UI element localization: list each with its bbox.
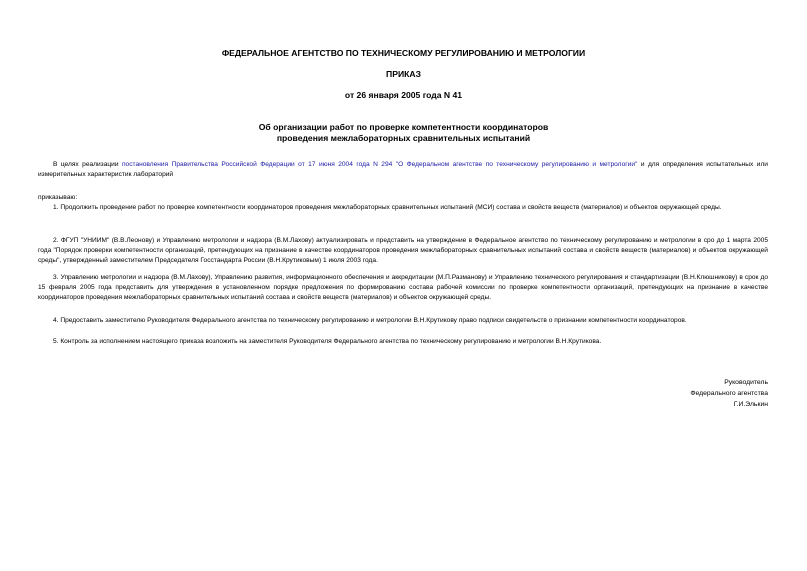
signature-organization: Федерального агентства — [690, 390, 768, 397]
order-item-2-text: 2. ФГУП "УНИИМ" (В.В.Леонову) и Управлению метрологии и надзора (В.М.Лахову) актуализировать и представить на утверждение в Федеральное агентство по техническому регулированию и метрологии в сро до 1 марта 2005 года "Порядок проверки компетентности организаций, претендующих на признание в качестве координаторов проведения межлабораторных сравнительных испытаний состава и свойств веществ (материалов) и объектов окружающей среды", утвержденный заместителем Председателя Госстандарта России (В.Н.Крутиковым) 1 июля 2003 года. — [38, 237, 768, 264]
signature-block — [568, 377, 768, 410]
order-item-1-text: 1. Продолжить проведение работ по проверке компетентности координаторов проведения межлабораторных сравнительных испытаний (МСИ) состава и свойств веществ (материалов) и объектов окружающей среды. — [53, 204, 722, 211]
document-date-number: от 26 января 2005 года N 41 — [344, 90, 463, 100]
decree-link[interactable]: постановления Правительства Российской Федерации от 17 июня 2004 года N 294 "О Федеральном агентстве по техническому регулированию и метрологии" — [121, 161, 638, 168]
agency-title: ФЕДЕРАЛЬНОЕ АГЕНТСТВО ПО ТЕХНИЧЕСКОМУ РЕГУЛИРОВАНИЮ И МЕТРОЛОГИИ — [221, 48, 586, 58]
order-item-4 — [38, 316, 768, 326]
order-item-4-text: 4. Предоставить заместителю Руководителя Федерального агентства по техническому регулированию и метрологии В.Н.Крутикову право подписи свидетельств о признании компетентности координаторов. — [53, 317, 687, 324]
preamble-end: и для определения испытательных или измерительных характеристик лабораторий — [38, 161, 768, 178]
document-subject — [0, 122, 807, 144]
preamble-paragraph — [38, 160, 768, 180]
order-item-5-text: 5. Контроль за исполнением настоящего приказа возложить на заместителя Руководителя Федерального агентства по техническому регулированию и метрологии В.Н.Крутикова. — [53, 338, 602, 345]
ordered-word: приказываю: — [38, 194, 78, 201]
signature-name: Г.И.Элькин — [733, 401, 768, 408]
order-item-1 — [38, 203, 768, 213]
order-item-3-text: 3. Управлению метрологии и надзора (В.М.Лахову), Управлению развития, информационного обеспечения и аккредитации (М.П.Разманову) и Управлению технического регулирования и стандартизации (В.Н.Клюшникову) в срок до 15 февраля 2005 года представить для утверждения в установленном порядке предложения по формированию состава рабочей комиссии по проверке компетентности организаций, претендующих на признание в качестве координаторов проведения межлабораторных сравнительных испытаний состава и свойств веществ (материалов) и объектов окружающей среды. — [38, 274, 768, 301]
order-item-2 — [38, 236, 768, 266]
document-type: ПРИКАЗ — [386, 69, 421, 79]
order-item-5 — [38, 337, 768, 347]
subject-line-2: проведения межлабораторных сравнительных испытаний — [276, 133, 531, 143]
subject-line-1: Об организации работ по проверке компетентности координаторов — [258, 122, 549, 132]
order-item-3 — [38, 273, 768, 303]
signature-position: Руководитель — [724, 379, 768, 386]
preamble-start: В целях реализации — [53, 161, 119, 168]
